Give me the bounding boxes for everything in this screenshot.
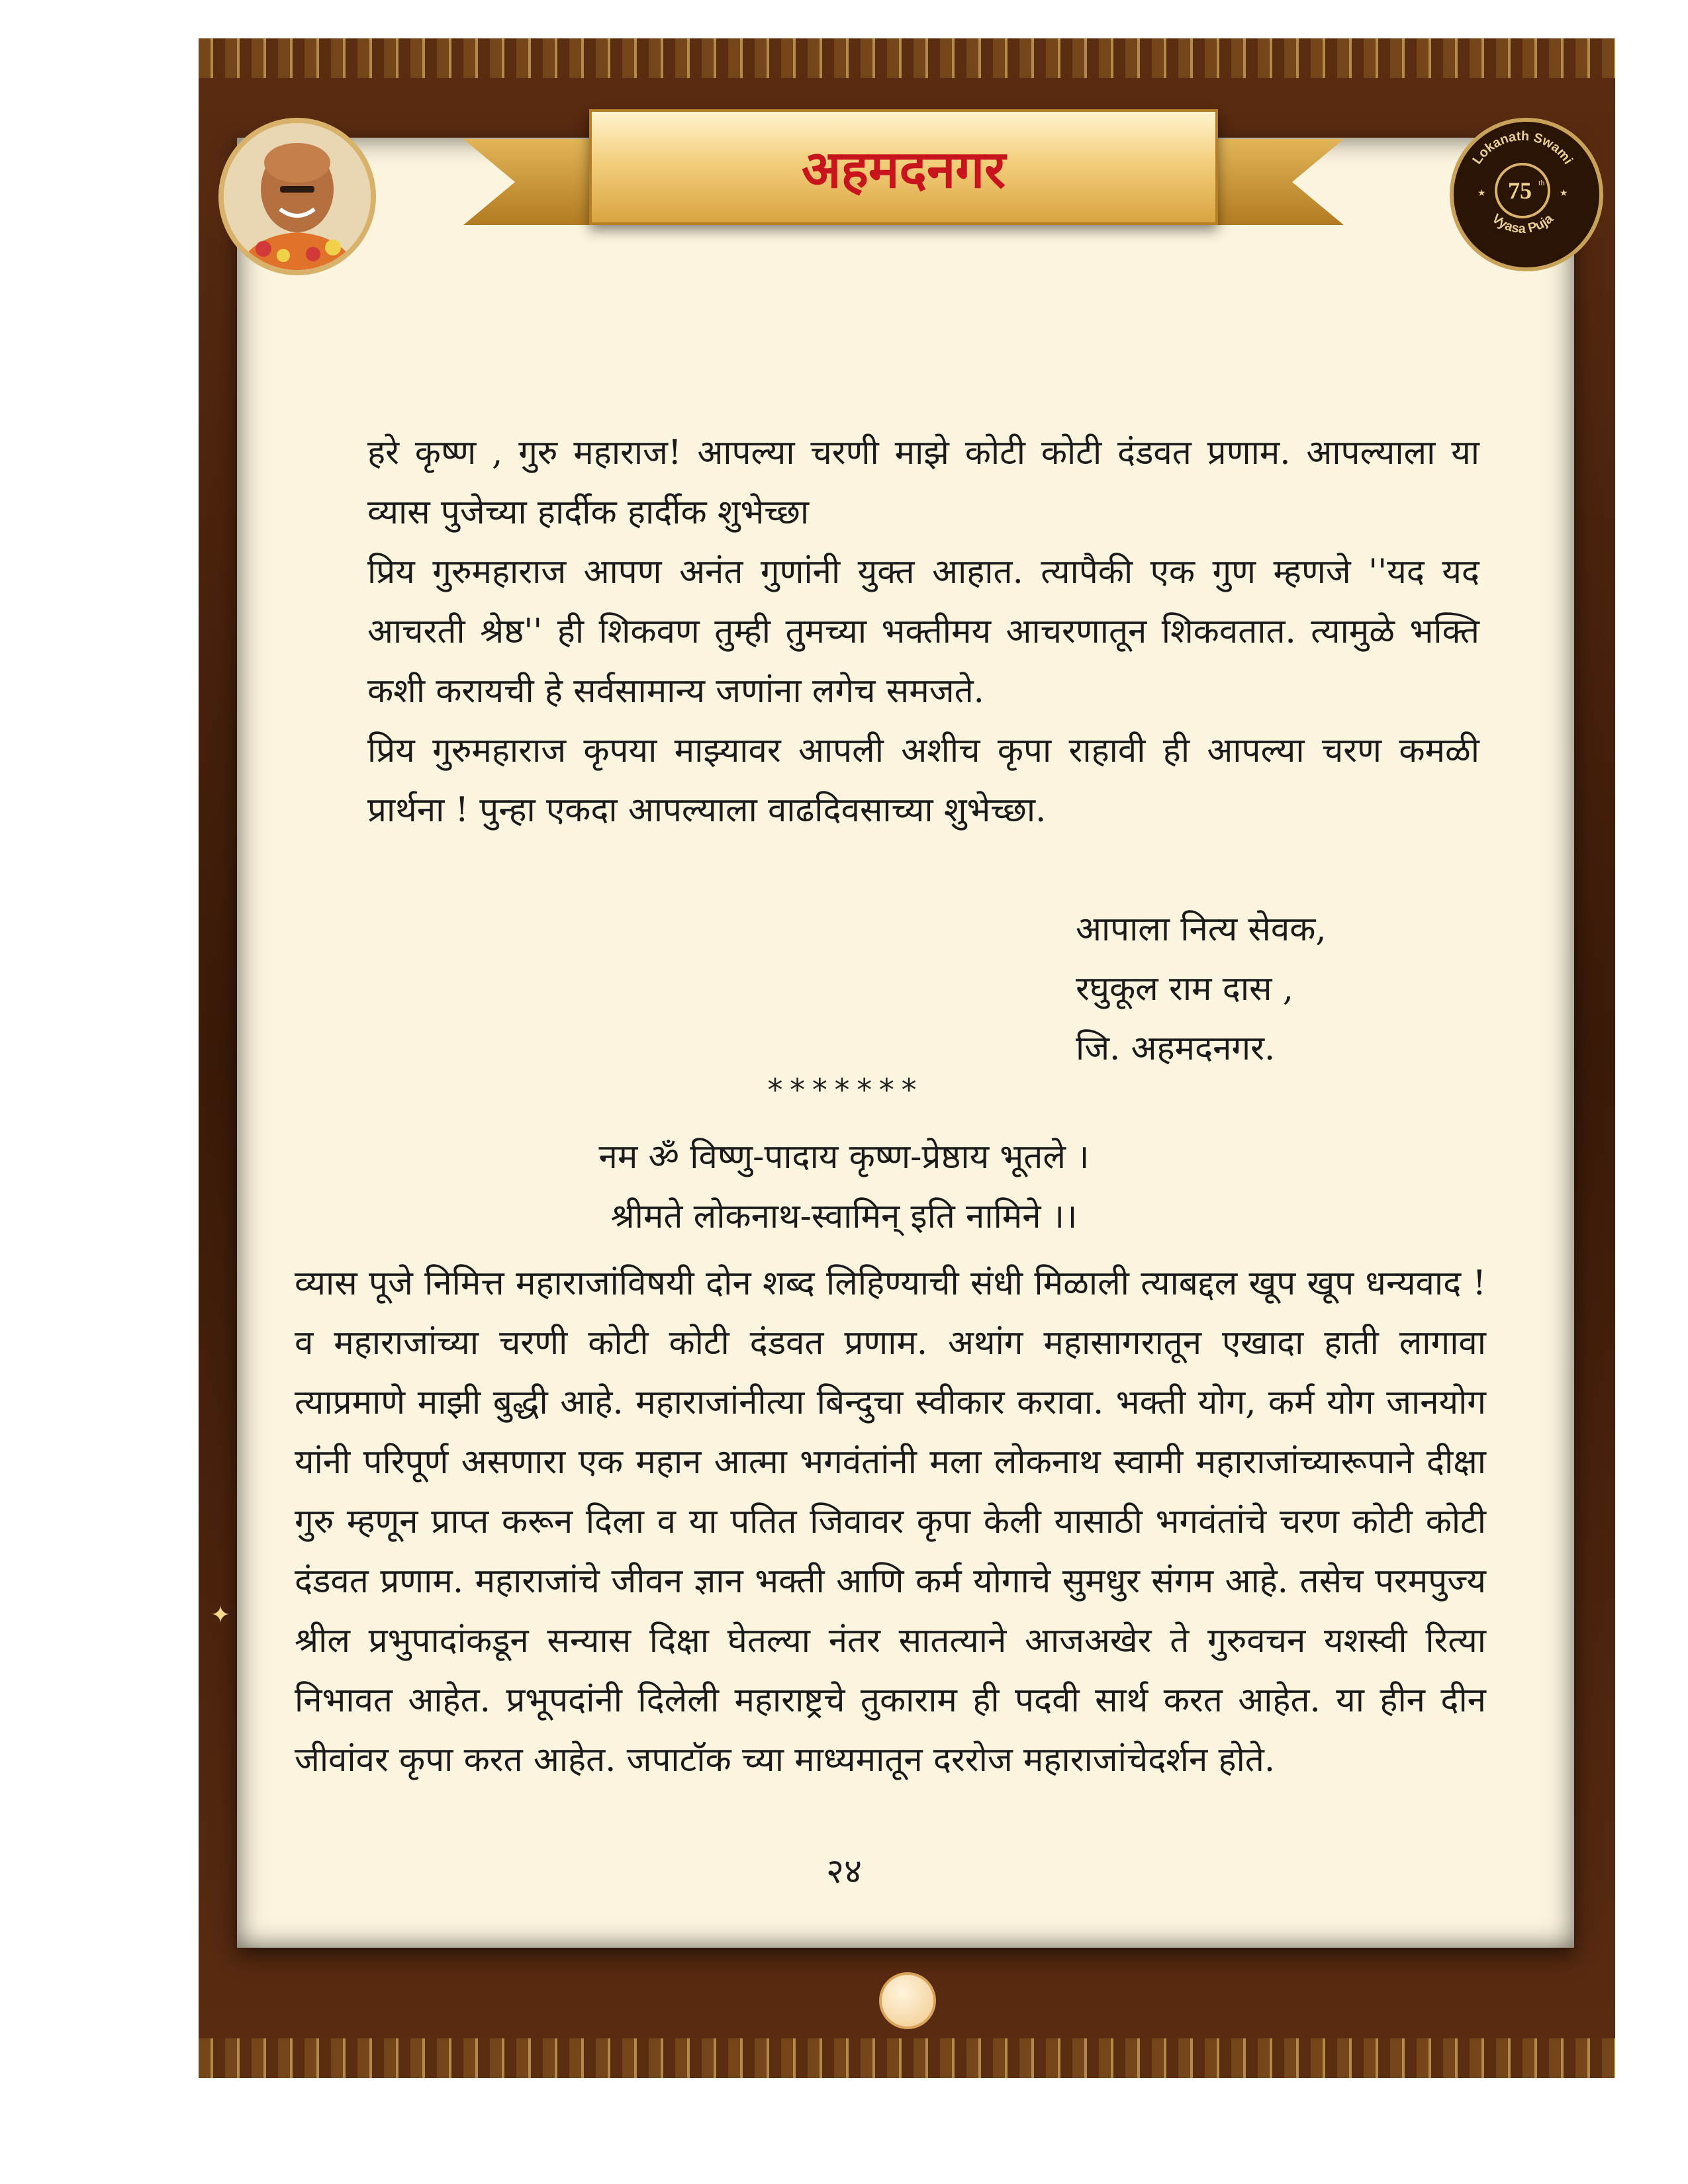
banner-main (589, 109, 1218, 225)
letter-one-paragraph: प्रिय गुरुमहाराज आपण अनंत गुणांनी युक्त आहात. त्यापैकी एक गुण म्हणजे ''यद यद आचरती श्रेष्ठ'' ही शिकवण तुम्ही तुमच्या भक्तीमय आचरणातून शिकवतात. त्यामुळे भक्ति कशी करायची हे सर्वसामान्य जणांना लगेच समजते. (367, 553, 1479, 711)
bottom-ornament-circle (879, 1972, 936, 2029)
svg-text:Lokanath Swami (1470, 129, 1575, 167)
signature-line: आपाला नित्य सेवक, (1076, 910, 1327, 949)
star-icon: ★ (1560, 188, 1568, 199)
vyasa-puja-75-seal (1450, 118, 1603, 271)
star-icon: ★ (1477, 188, 1486, 199)
page-title: अहमदनगर (801, 140, 1006, 200)
signature-line: जि. अहमदनगर. (1076, 1029, 1276, 1068)
guru-portrait-avatar (218, 118, 376, 275)
ornamental-border-bottom (199, 2038, 1615, 2078)
letter-two-paragraph: व्यास पूजे निमित्त महाराजांविषयी दोन शब्द लिहिण्याची संधी मिळाली त्याबद्दल खूप खूप धन्यवाद ! व महाराजांच्या चरणी कोटी कोटी दंडवत प्रणाम. अथांग महासागरातून एखादा हाती लागावा त्याप्रमाणे माझी बुद्धी आहे. महाराजांनीत्या बिन्दुचा स्वीकार करावा. भक्ती योग, कर्म योग जानयोग यांनी परिपूर्ण असणारा एक महान आत्मा भगवंतांनी मला लोकनाथ स्वामी महाराजांच्यारूपाने दीक्षा गुरु म्हणून प्राप्त करून दिला व या पतित जिवावर कृपा केली यासाठी भगवंतांचे चरण कोटी कोटी दंडवत प्रणाम. महाराजांचे जीवन ज्ञान भक्ती आणि कर्म योगाचे सुमधुर संगम आहे. तसेच परमपुज्य श्रील प्रभुपादांकडून सन्यास दिक्षा घेतल्या नंतर सातत्याने आजअखेर ते गुरुवचन यशस्वी रित्या निभावत आहेत. प्रभूपदांनी दिलेली महाराष्ट्रचे तुकाराम ही पदवी सार्थ करत आहेत. या हीन दीन जीवांवर कृपा करत आहेत. जपाटॉक च्या माध्यमातून दररोज महाराजांचेदर्शन होते. (295, 1264, 1486, 1780)
sparkle-icon: ✦ (211, 1602, 231, 1629)
signature-line: रघुकूल राम दास , (1076, 970, 1293, 1009)
letter-one (367, 424, 1479, 841)
seal-number: 75 (1508, 177, 1532, 204)
letter-one-paragraph: प्रिय गुरुमहाराज कृपया माझ्यावर आपली अशीच कृपा राहावी ही आपल्या चरण कमळी प्रार्थना ! पुन्हा एकदा आपल्याला वाढदिवसाच्या शुभेच्छा. (367, 731, 1479, 830)
letter-two (295, 1254, 1486, 1790)
section-separator: ******* (766, 1072, 922, 1108)
letter-one-paragraph: हरे कृष्ण , गुरु महाराज! आपल्या चरणी माझे कोटी कोटी दंडवत प्रणाम. आपल्याला या व्यास पुजेच्या हार्दीक हार्दीक शुभेच्छा (367, 433, 1479, 532)
verse-line: श्रीमते लोकनाथ-स्वामिन् इति नामिने ।। (610, 1197, 1078, 1236)
seal-badge-icon (1454, 122, 1591, 259)
seal-bottom-text: Vyasa Puja (1489, 211, 1556, 236)
page-number: २४ (825, 1852, 863, 1891)
portrait-icon (224, 123, 371, 270)
signature-block (1076, 900, 1327, 1079)
verse-line: नम ॐ विष्णु-पादाय कृष्ण-प्रेष्ठाय भूतले । (598, 1138, 1090, 1177)
title-banner (589, 109, 1218, 225)
svg-text:Vyasa Puja (1489, 211, 1556, 236)
seal-top-text: Lokanath Swami (1470, 128, 1575, 167)
ornamental-border-top (199, 38, 1615, 78)
seal-number-suffix: th (1538, 178, 1545, 187)
